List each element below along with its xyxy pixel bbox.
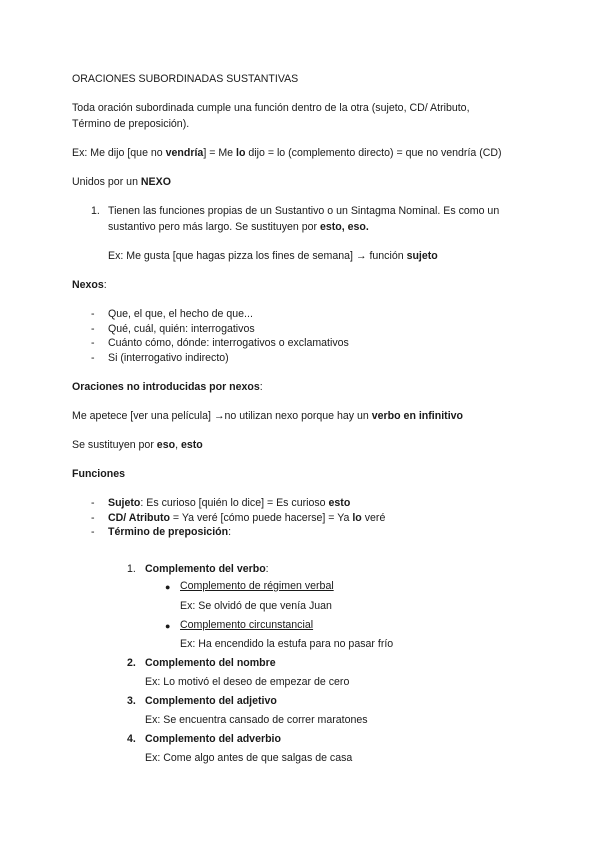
point1-line-1: Tienen las funciones propias de un Sustantivo o un Sintagma Nominal. Es como un bbox=[108, 205, 500, 217]
list-number: 4. bbox=[127, 733, 136, 745]
text-segment: sustantivo pero más largo. Se sustituyen por bbox=[108, 221, 320, 233]
bold-segment: vendría bbox=[165, 147, 204, 159]
bold-segment: lo bbox=[352, 512, 362, 524]
bold-segment: Complemento del adjetivo bbox=[145, 695, 277, 707]
bullet-dot-icon: ● bbox=[165, 582, 171, 592]
bold-segment: Complemento del adverbio bbox=[145, 733, 281, 745]
text-segment: Me apetece [ver una película] →no utilizan nexo porque hay un bbox=[72, 410, 372, 422]
bold-segment: esto, eso. bbox=[319, 221, 369, 233]
bold-segment: Complemento del nombre bbox=[145, 657, 276, 669]
dash-bullet: - bbox=[91, 323, 95, 335]
bold-segment: Nexos bbox=[72, 279, 104, 291]
dash-bullet: - bbox=[91, 337, 95, 349]
complemento-verbo-title bbox=[145, 562, 269, 576]
bold-segment: lo bbox=[236, 147, 246, 159]
example-complemento-directo bbox=[72, 146, 502, 160]
no-nexos-substitute bbox=[72, 438, 203, 452]
list-item: Si (interrogativo indirecto) bbox=[108, 352, 229, 364]
complemento-nombre-title bbox=[145, 656, 276, 670]
dash-bullet: - bbox=[91, 497, 95, 509]
bold-segment: Complemento del verbo bbox=[145, 563, 266, 575]
dash-bullet: - bbox=[91, 308, 95, 320]
funcion-sujeto bbox=[108, 496, 350, 510]
bold-segment: eso bbox=[156, 439, 176, 451]
list-item: Qué, cuál, quién: interrogativos bbox=[108, 323, 255, 335]
text-segment: Ex: Me gusta [que hagas pizza los fines de semana] → función bbox=[108, 250, 407, 262]
text-segment: Se sustituyen por bbox=[72, 439, 157, 451]
point1-example bbox=[108, 249, 438, 263]
bold-segment: CD/ Atributo bbox=[108, 512, 170, 524]
nexo-line bbox=[72, 175, 171, 189]
dash-bullet: - bbox=[91, 512, 95, 524]
bold-segment: Funciones bbox=[72, 468, 125, 480]
page-title: ORACIONES SUBORDINADAS SUSTANTIVAS bbox=[72, 73, 299, 85]
funcion-cd-atributo bbox=[108, 511, 385, 525]
list-item: Que, el que, el hecho de que... bbox=[108, 308, 253, 320]
intro-line-1: Toda oración subordinada cumple una función dentro de la otra (sujeto, CD/ Atributo, bbox=[72, 102, 470, 114]
list-number: 1. bbox=[127, 563, 136, 575]
underlined-segment: Complemento circunstancial bbox=[180, 619, 314, 631]
text-segment: : bbox=[103, 279, 107, 291]
no-nexos-heading bbox=[72, 380, 263, 394]
text-segment: Ex: Me dijo [que no bbox=[72, 147, 166, 159]
text-segment: Unidos por un bbox=[72, 176, 141, 188]
list-number: 2. bbox=[127, 657, 136, 669]
dash-bullet: - bbox=[91, 526, 95, 538]
text-segment: veré bbox=[361, 512, 386, 524]
bold-segment: Sujeto bbox=[108, 497, 141, 509]
bullet-dot-icon: ● bbox=[165, 621, 171, 631]
text-segment: : Es curioso [quién lo dice] = Es curioso bbox=[140, 497, 329, 509]
list-number: 1. bbox=[91, 205, 100, 217]
subitem-example: Ex: Ha encendido la estufa para no pasar frío bbox=[180, 638, 394, 650]
intro-line-2: Término de preposición). bbox=[72, 118, 190, 130]
bold-segment: Oraciones no introducidas por nexos bbox=[72, 381, 260, 393]
no-nexos-example bbox=[72, 409, 463, 423]
complemento-example: Ex: Se encuentra cansado de correr maratones bbox=[145, 714, 368, 726]
funcion-termino bbox=[108, 525, 231, 539]
text-segment: : bbox=[228, 526, 232, 538]
bold-segment: esto bbox=[328, 497, 351, 509]
bold-segment: verbo en infinitivo bbox=[371, 410, 463, 422]
text-segment: = Ya veré [cómo puede hacerse] = Ya bbox=[169, 512, 353, 524]
bold-segment: NEXO bbox=[140, 176, 171, 188]
text-segment: : bbox=[259, 381, 263, 393]
text-segment: , bbox=[175, 439, 181, 451]
complemento-example: Ex: Come algo antes de que salgas de casa bbox=[145, 752, 353, 764]
bold-segment: sujeto bbox=[406, 250, 438, 262]
bold-segment: Término de preposición bbox=[108, 526, 229, 538]
nexos-heading bbox=[72, 278, 107, 292]
complemento-adverbio-title bbox=[145, 732, 281, 746]
text-segment: : bbox=[265, 563, 269, 575]
point1-line-2 bbox=[108, 220, 369, 234]
list-number: 3. bbox=[127, 695, 136, 707]
funciones-heading bbox=[72, 467, 125, 481]
complemento-adjetivo-title bbox=[145, 694, 277, 708]
underlined-segment: Complemento de régimen verbal bbox=[180, 580, 334, 592]
text-segment: dijo = lo (complemento directo) = que no vendría (CD) bbox=[245, 147, 502, 159]
subitem-label bbox=[180, 618, 313, 632]
text-segment: ] = Me bbox=[203, 147, 237, 159]
list-item: Cuánto cómo, dónde: interrogativos o exclamativos bbox=[108, 337, 349, 349]
subitem-example: Ex: Se olvidó de que venía Juan bbox=[180, 600, 332, 612]
dash-bullet: - bbox=[91, 352, 95, 364]
subitem-label bbox=[180, 579, 334, 593]
complemento-example: Ex: Lo motivó el deseo de empezar de cero bbox=[145, 676, 350, 688]
bold-segment: esto bbox=[180, 439, 203, 451]
